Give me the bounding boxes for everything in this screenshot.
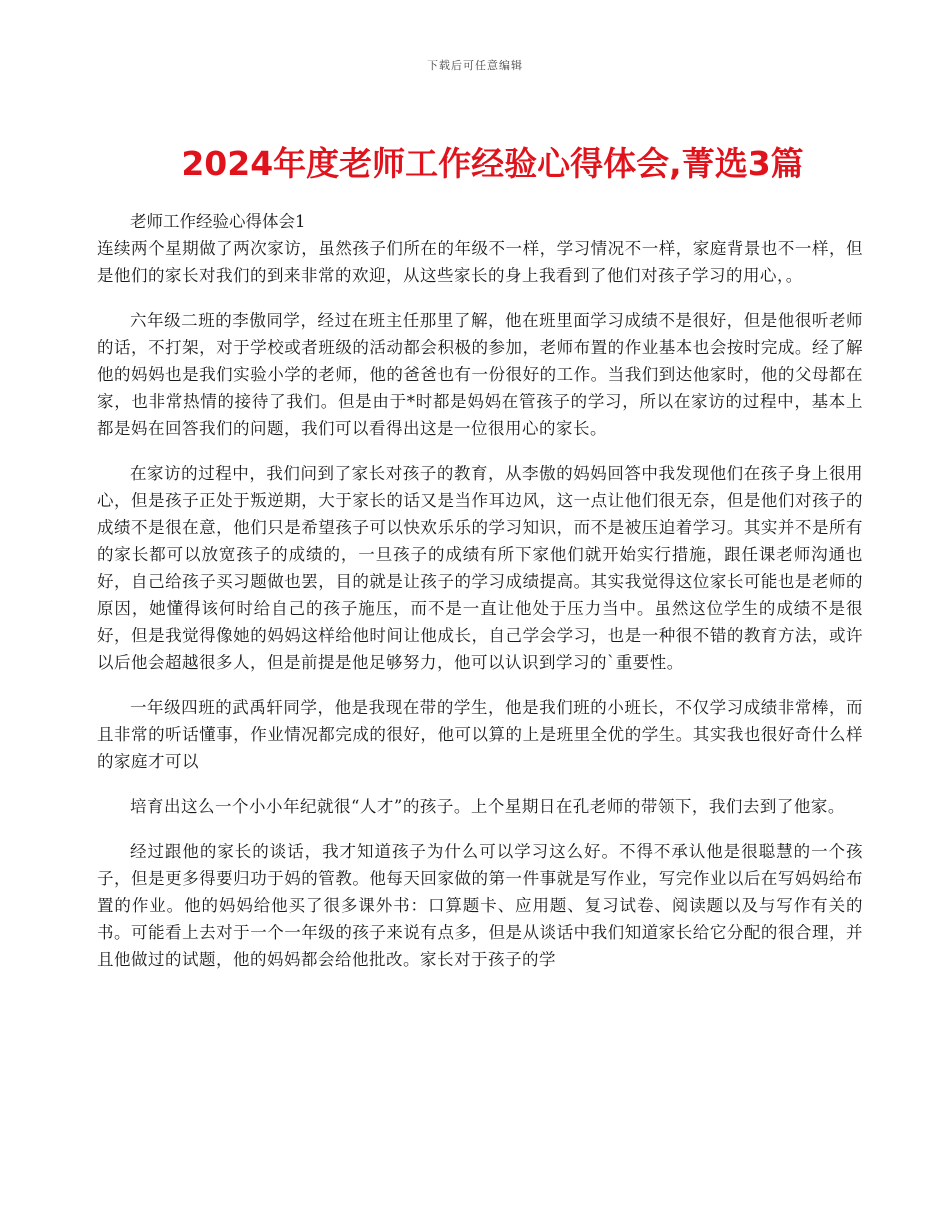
paragraph: 一年级四班的武禹轩同学，他是我现在带的学生，他是我们班的小班长，不仅学习成绩非常棒，而且非常的听话懂事，作业情况都完成的很好，他可以算的上是班里全优的学生。其实我也很好奇什么样的家庭才可以 — [97, 698, 863, 771]
document-body — [97, 208, 863, 991]
page-title: 2024年度老师工作经验心得体会,菁选3篇 — [181, 144, 804, 183]
paragraph: 经过跟他的家长的谈话，我才知道孩子为什么可以学习这么好。不得不承认他是很聪慧的一个孩子，但是更多得要归功于妈的管教。他每天回家做的第一件事就是写作业，写完作业以后在写妈妈给布置的作业。他的妈妈给他买了很多课外书：口算题卡、应用题、复习试卷、阅读题以及与写作有关的书。可能看上去对于一个一年级的孩子来说有点多，但是从谈话中我们知道家长给它分配的很合理，并且他做过的试题，他的妈妈都会给他批改。家长对于孩子的学 — [97, 842, 863, 969]
paragraph: 六年级二班的李傲同学，经过在班主任那里了解，他在班里面学习成绩不是很好，但是他很听老师的话，不打架，对于学校或者班级的活动都会积极的参加，老师布置的作业基本也会按时完成。经了解他的妈妈也是我们实验小学的老师，他的爸爸也有一份很好的工作。当我们到达他家时，他的父母都在家，也非常热情的接待了我们。但是由于*时都是妈妈在管孩子的学习，所以在家访的过程中，基本上都是妈在回答我们的问题，我们可以看得出这是一位很用心的家长。 — [97, 311, 863, 438]
header-note: 下载后可任意编辑 — [427, 59, 523, 72]
paragraph: 连续两个星期做了两次家访，虽然孩子们所在的年级不一样，学习情况不一样，家庭背景也不一样，但是他们的家长对我们的到来非常的欢迎，从这些家长的身上我看到了他们对孩子学习的用心，。 — [97, 239, 863, 285]
section-subheading: 老师工作经验心得体会1 — [130, 212, 306, 231]
paragraph: 培育出这么一个小小年纪就很“人才”的孩子。上个星期日在孔老师的带领下，我们去到了他家。 — [130, 797, 845, 816]
paragraph: 在家访的过程中，我们问到了家长对孩子的教育，从李傲的妈妈回答中我发现他们在孩子身上很用心，但是孩子正处于叛逆期，大于家长的话又是当作耳边风，这一点让他们很无奈，但是他们对孩子的成绩不是很在意，他们只是希望孩子可以快欢乐乐的学习知识，而不是被压迫着学习。其实并不是所有的家长都可以放宽孩子的成绩的，一旦孩子的成绩有所下家他们就开始实行措施，跟任课老师沟通也好，自己给孩子买习题做也罢，目的就是让孩子的学习成绩提高。其实我觉得这位家长可能也是老师的原因，她懂得该何时给自己的孩子施压，而不是一直让他处于压力当中。虽然这位学生的成绩不是很好，但是我觉得像她的妈妈这样给他时间让他成长，自己学会学习，也是一种很不错的教育方法，或许以后他会超越很多人，但是前提是他足够努力，他可以认识到学习的`重要性。 — [97, 464, 863, 672]
